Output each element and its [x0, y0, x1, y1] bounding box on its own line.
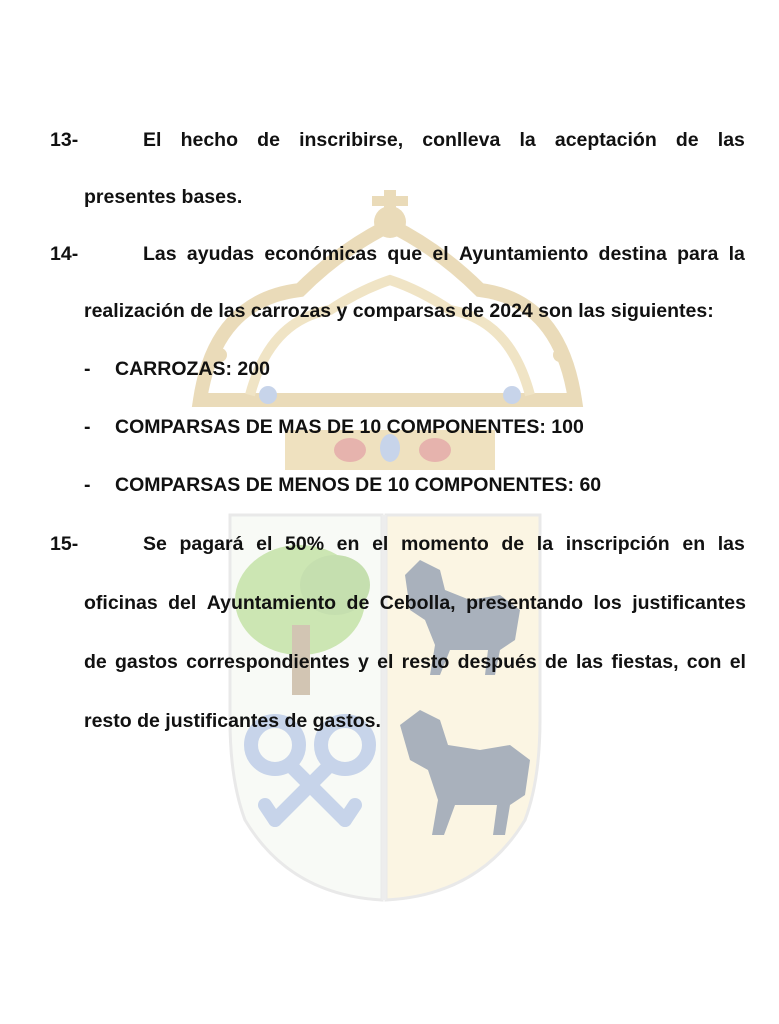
word: de — [675, 129, 699, 151]
word: el — [729, 651, 746, 673]
word: para — [677, 243, 719, 265]
item-15-line-4: resto de justificantes de gastos. — [84, 710, 381, 732]
word: gastos — [115, 651, 178, 673]
word: económicas — [264, 243, 378, 265]
item-number: 13- — [50, 129, 79, 151]
word: oficinas — [84, 592, 158, 614]
word: el — [372, 533, 389, 555]
word: del — [168, 592, 197, 614]
bullet-marker: - — [84, 474, 91, 496]
bullet-marker: - — [84, 416, 91, 438]
item-13-line-1 — [143, 128, 745, 152]
word: las — [717, 533, 745, 555]
word: de — [346, 592, 370, 614]
word: el — [377, 651, 394, 673]
word: pagará — [179, 533, 244, 555]
word: 50% — [285, 533, 325, 555]
item-15-line-3 — [84, 650, 746, 674]
word: de — [544, 651, 568, 673]
word: Se — [143, 533, 167, 555]
word: hecho — [180, 129, 239, 151]
word: los — [593, 592, 622, 614]
word: de — [501, 533, 525, 555]
word: la — [536, 533, 554, 555]
word: inscripción — [565, 533, 670, 555]
bullet-item: CARROZAS: 200 — [115, 358, 270, 380]
word: en — [336, 533, 360, 555]
word: las — [575, 651, 604, 673]
word: El — [143, 129, 162, 151]
word: conlleva — [422, 129, 501, 151]
word: el — [432, 243, 449, 265]
item-14-line-2: realización de las carrozas y comparsas de 2024 son las siguientes: — [84, 300, 714, 322]
word: aceptación — [554, 129, 657, 151]
word: Ayuntamiento — [206, 592, 337, 614]
word: fiestas, — [611, 651, 679, 673]
item-15-line-2 — [84, 591, 746, 615]
item-14-line-1 — [143, 242, 745, 266]
word: Las — [143, 243, 177, 265]
bullet-item: COMPARSAS DE MENOS DE 10 COMPONENTES: 60 — [115, 474, 602, 496]
word: correspondientes — [186, 651, 350, 673]
item-number: 14- — [50, 243, 79, 265]
word: el — [256, 533, 273, 555]
bullet-item: COMPARSAS DE MAS DE 10 COMPONENTES: 100 — [115, 416, 584, 438]
word: de — [257, 129, 280, 151]
item-13-line-2: presentes bases. — [84, 186, 243, 208]
word: Ayuntamiento — [458, 243, 589, 265]
word: después — [457, 651, 537, 673]
word: destina — [598, 243, 667, 265]
word: resto — [401, 651, 450, 673]
word: que — [387, 243, 423, 265]
word: con — [686, 651, 722, 673]
word: justificantes — [632, 592, 746, 614]
item-number: 15- — [50, 533, 79, 555]
word: la — [728, 243, 745, 265]
bullet-marker: - — [84, 358, 91, 380]
word: ayudas — [186, 243, 255, 265]
word: de — [84, 651, 107, 673]
word: la — [519, 129, 536, 151]
word: presentando — [466, 592, 584, 614]
word: las — [717, 129, 745, 151]
item-15-line-1 — [143, 532, 745, 556]
word: inscribirse, — [299, 129, 404, 151]
word: y — [358, 651, 369, 673]
word: Cebolla, — [379, 592, 456, 614]
word: en — [682, 533, 706, 555]
word: momento — [400, 533, 489, 555]
